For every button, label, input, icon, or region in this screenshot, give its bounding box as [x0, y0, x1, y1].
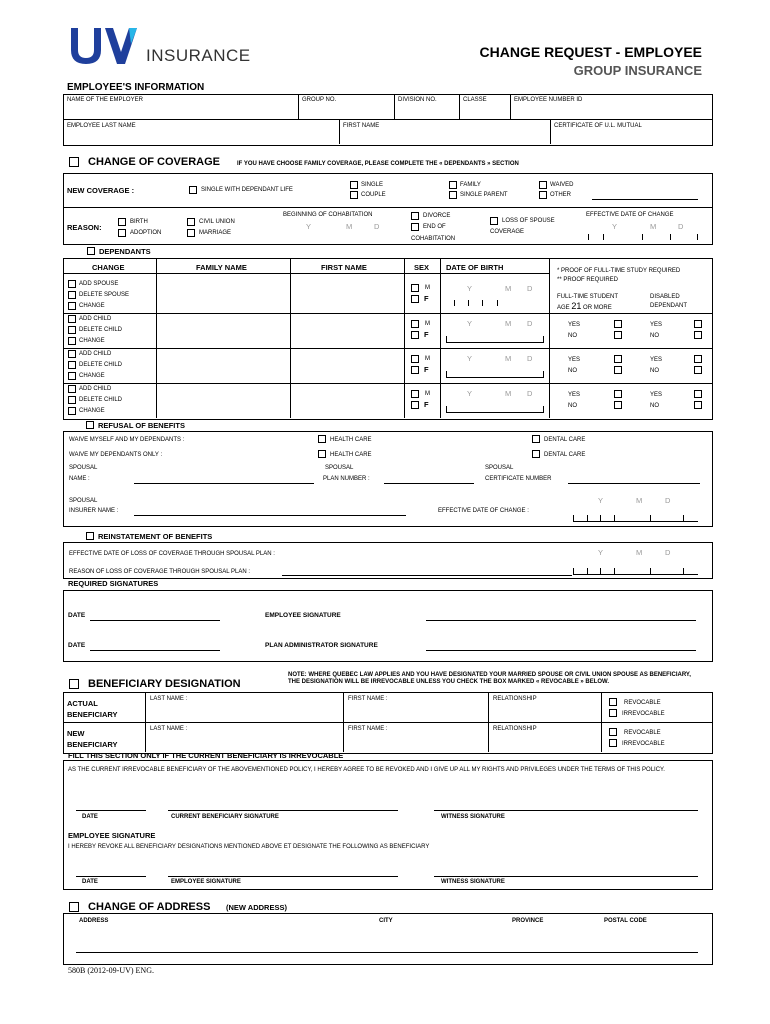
change-child-label-3: CHANGE [79, 373, 105, 379]
add-child-checkbox-3[interactable] [68, 350, 76, 358]
cohabitation-end-label: COHABITATION [411, 236, 456, 242]
dependants-heading: DEPENDANTS [99, 247, 151, 256]
fts-no-checkbox-4[interactable] [614, 401, 622, 409]
sex-m-label-2: M [425, 321, 430, 327]
spousal-name-field[interactable] [134, 483, 314, 484]
cohabitation-label: BEGINNING OF COHABITATION [283, 212, 373, 218]
add-spouse-label: ADD SPOUSE [79, 281, 119, 287]
current-beneficiary-signature-field[interactable] [168, 810, 398, 811]
fts-no-2: NO [568, 333, 577, 339]
waive-dental-label: DENTAL CARE [544, 437, 586, 443]
change-spouse-checkbox[interactable] [68, 302, 76, 310]
divorce-label: DIVORCE [423, 213, 451, 219]
add-child-checkbox-4[interactable] [68, 385, 76, 393]
emp-date-field[interactable] [76, 876, 146, 877]
emp-date-label: DATE [82, 879, 98, 885]
refusal-eff-month[interactable]: M [636, 496, 643, 505]
cohab-year[interactable]: Y [306, 222, 312, 231]
other-checkbox[interactable] [539, 191, 547, 199]
irrev-date-label: DATE [82, 814, 98, 820]
other-field[interactable] [592, 199, 698, 200]
employee-number-label[interactable]: EMPLOYEE NUMBER ID [514, 97, 583, 103]
civil-union-checkbox[interactable] [187, 218, 195, 226]
marriage-checkbox[interactable] [187, 229, 195, 237]
form-subtitle: GROUP INSURANCE [573, 63, 702, 78]
spousal-label-2: SPOUSAL [325, 465, 354, 471]
actual-relationship[interactable]: RELATIONSHIP [493, 696, 537, 702]
form-title: CHANGE REQUEST - EMPLOYEE [479, 44, 702, 60]
waived-checkbox[interactable] [539, 181, 547, 189]
sex-m-checkbox-2[interactable] [411, 320, 419, 328]
loss-reason-label: REASON OF LOSS OF COVERAGE THROUGH SPOUSAL PLAN : [69, 569, 251, 575]
other-label: OTHER [550, 192, 571, 198]
delete-spouse-checkbox[interactable] [68, 291, 76, 299]
postal-code-label[interactable]: POSTAL CODE [604, 918, 647, 924]
fts-no-4: NO [568, 403, 577, 409]
plan-number-label: PLAN NUMBER : [323, 476, 370, 482]
delete-child-label-2: DELETE CHILD [79, 327, 123, 333]
sex-f-label-4: F [424, 400, 429, 409]
fts-no-checkbox-2[interactable] [614, 331, 622, 339]
address-heading: CHANGE OF ADDRESS [88, 901, 211, 913]
refusal-effective-label: EFFECTIVE DATE OF CHANGE : [438, 508, 529, 514]
family-checkbox[interactable] [449, 181, 457, 189]
uv-logo-icon [68, 26, 148, 66]
single-dependant-label: SINGLE WITH DEPENDANT LIFE [201, 187, 293, 193]
actual-label: ACTUAL [67, 699, 98, 708]
dis-yes-3: YES [650, 357, 663, 363]
loss-coverage-label: COVERAGE [490, 229, 525, 235]
add-child-label-3: ADD CHILD [79, 351, 112, 357]
delete-spouse-label: DELETE SPOUSE [79, 292, 130, 298]
waive-only-health-label: HEALTH CARE [330, 452, 372, 458]
disabled-label: DISABLED [650, 294, 680, 300]
spousal-name-label: NAME : [69, 476, 90, 482]
civil-union-label: CIVIL UNION [199, 219, 235, 225]
reinstatement-checkbox[interactable] [86, 532, 94, 540]
irrevocable-section-heading: FILL THIS SECTION ONLY IF THE CURRENT BENEFICIARY IS IRREVOCABLE [68, 751, 344, 760]
logo [68, 26, 258, 68]
end-label: END OF [423, 224, 446, 230]
signatures-box [63, 590, 713, 662]
cohab-month[interactable]: M [346, 222, 353, 231]
emp-signature-label: EMPLOYEE SIGNATURE [171, 879, 241, 885]
spousal-label-4: SPOUSAL [69, 498, 98, 504]
actual-irrevocable-label: IRREVOCABLE [622, 711, 665, 717]
dis-yes-checkbox-3[interactable] [694, 355, 702, 363]
form-code: 580B (2012-09-UV) ENG. [68, 966, 154, 975]
couple-label: COUPLE [361, 192, 386, 198]
irrevocable-text: AS THE CURRENT IRREVOCABLE BENEFICIARY OF THE ABOVEMENTIONED POLICY, I HEREBY AGREE TO BE REVOKED AND I GIVE UP ALL MY RIGHTS AND PRIVILEGES UNDER THE TERMS OF THIS POLICY. [68, 767, 665, 773]
city-label[interactable]: CITY [379, 918, 393, 924]
employee-signature-field[interactable] [426, 620, 696, 621]
address-checkbox[interactable] [69, 902, 79, 912]
witness-signature-label-1: WITNESS SIGNATURE [441, 814, 505, 820]
or-more-text: OR MORE [583, 305, 612, 311]
age-text: AGE [557, 305, 570, 311]
irrev-date-field[interactable] [76, 810, 146, 811]
insurer-name-label: INSURER NAME : [69, 508, 119, 514]
new-revocable-label: REVOCABLE [624, 730, 661, 736]
first-name-label[interactable]: FIRST NAME [343, 123, 380, 129]
dis-yes-checkbox-2[interactable] [694, 320, 702, 328]
change-child-checkbox-4[interactable] [68, 407, 76, 415]
waive-only-label: WAIVE MY DEPENDANTS ONLY : [69, 452, 163, 458]
add-child-label-2: ADD CHILD [79, 316, 112, 322]
irrevocable-box [63, 760, 713, 890]
employee-signature-heading: EMPLOYEE SIGNATURE [68, 831, 156, 840]
employee-info-heading: EMPLOYEE'S INFORMATION [67, 82, 205, 93]
fts-yes-3: YES [568, 357, 581, 363]
effective-year[interactable]: Y [612, 222, 618, 231]
refusal-checkbox[interactable] [86, 421, 94, 429]
adoption-label: ADOPTION [130, 230, 162, 236]
emp-signature-field[interactable] [168, 876, 398, 877]
revoke-text: I HEREBY REVOKE ALL BENEFICIARY DESIGNATIONS MENTIONED ABOVE ET DESIGNATE THE FOLLOWING AS BENEFICIARY [68, 844, 430, 850]
sig-date-field-1[interactable] [90, 620, 220, 621]
admin-signature-label: PLAN ADMINISTRATOR SIGNATURE [265, 642, 378, 649]
fts-yes-checkbox-4[interactable] [614, 390, 622, 398]
reason-label: REASON: [67, 223, 102, 232]
coverage-note: IF YOU HAVE CHOOSE FAMILY COVERAGE, PLEASE COMPLETE THE « DEPENDANTS » SECTION [237, 161, 519, 167]
plan-number-field[interactable] [384, 483, 474, 484]
sex-f-label-1: F [424, 294, 429, 303]
proof-required: ** PROOF REQUIRED [557, 277, 619, 283]
change-spouse-label: CHANGE [79, 303, 105, 309]
employee-info-box [63, 94, 713, 146]
change-coverage-checkbox[interactable] [69, 157, 79, 167]
dis-yes-checkbox-4[interactable] [694, 390, 702, 398]
dob-month-2[interactable]: M [505, 319, 512, 328]
fts-no-3: NO [568, 368, 577, 374]
dob-month-4[interactable]: M [505, 389, 512, 398]
province-label[interactable]: PROVINCE [512, 918, 544, 924]
classe-label[interactable]: CLASSE [463, 97, 487, 103]
refusal-eff-year[interactable]: Y [598, 496, 604, 505]
change-coverage-heading: CHANGE OF COVERAGE [88, 156, 221, 168]
cohab-day[interactable]: D [374, 222, 380, 231]
loss-month[interactable]: M [636, 548, 643, 557]
sex-m-checkbox-1[interactable] [411, 284, 419, 292]
reinstatement-heading: REINSTATEMENT OF BENEFITS [98, 532, 213, 541]
fts-yes-4: YES [568, 392, 581, 398]
loss-spouse-label: LOSS OF SPOUSE [502, 218, 555, 224]
certificate-number-field[interactable] [568, 483, 700, 484]
witness-signature-field-1[interactable] [434, 810, 698, 811]
logo-word: INSURANCE [146, 46, 251, 65]
sex-f-checkbox-4[interactable] [411, 401, 419, 409]
new-beneficiary-label: BENEFICIARY [67, 740, 118, 749]
family-label: FAMILY [460, 182, 481, 188]
insurer-name-field[interactable] [134, 515, 406, 516]
new-relationship[interactable]: RELATIONSHIP [493, 726, 537, 732]
sex-f-checkbox-3[interactable] [411, 366, 419, 374]
address-label[interactable]: ADDRESS [79, 918, 109, 924]
end-cohab-checkbox[interactable] [411, 223, 419, 231]
dis-yes-4: YES [650, 392, 663, 398]
dis-no-checkbox-4[interactable] [694, 401, 702, 409]
dis-no-4: NO [650, 403, 659, 409]
dob-day-4[interactable]: D [527, 389, 533, 398]
proof-study: * PROOF OF FULL-TIME STUDY REQUIRED [557, 268, 681, 274]
division-label[interactable]: DIVISION NO. [398, 97, 437, 103]
dis-no-checkbox-3[interactable] [694, 366, 702, 374]
col-family-name: FAMILY NAME [196, 263, 247, 272]
refusal-eff-day[interactable]: D [665, 496, 671, 505]
col-dob: DATE OF BIRTH [446, 263, 504, 272]
fts-yes-checkbox-2[interactable] [614, 320, 622, 328]
fts-yes-checkbox-3[interactable] [614, 355, 622, 363]
waive-only-dental-checkbox[interactable] [532, 450, 540, 458]
actual-revocable-label: REVOCABLE [624, 700, 661, 706]
single-label: SINGLE [361, 182, 384, 188]
col-sex: SEX [414, 263, 430, 272]
sex-m-checkbox-4[interactable] [411, 390, 419, 398]
sex-f-label-3: F [424, 365, 429, 374]
fts-yes-2: YES [568, 322, 581, 328]
waive-dependants-label: WAIVE MYSELF AND MY DEPENDANTS : [69, 437, 185, 443]
add-child-label-4: ADD CHILD [79, 386, 112, 392]
certificate-number-label: CERTIFICATE NUMBER [485, 476, 552, 482]
dob-year-2[interactable]: Y [467, 319, 473, 328]
dob-year-4[interactable]: Y [467, 389, 473, 398]
new-first-name[interactable]: FIRST NAME : [348, 726, 388, 732]
single-parent-checkbox[interactable] [449, 191, 457, 199]
actual-last-name[interactable]: LAST NAME : [150, 696, 188, 702]
sex-m-label-4: M [425, 391, 430, 397]
refusal-box [63, 431, 713, 527]
new-address-label: (NEW ADDRESS) [226, 903, 287, 912]
delete-child-checkbox-4[interactable] [68, 396, 76, 404]
sex-f-label-2: F [424, 330, 429, 339]
age-label [557, 303, 612, 312]
dis-no-3: NO [650, 368, 659, 374]
birth-checkbox[interactable] [118, 218, 126, 226]
add-spouse-checkbox[interactable] [68, 280, 76, 288]
single-dependant-checkbox[interactable] [189, 186, 197, 194]
waive-health-label: HEALTH CARE [330, 437, 372, 443]
new-revocable-checkbox[interactable] [609, 728, 617, 736]
address-line[interactable] [76, 952, 698, 953]
actual-first-name[interactable]: FIRST NAME : [348, 696, 388, 702]
current-beneficiary-signature-label: CURRENT BENEFICIARY SIGNATURE [171, 814, 279, 820]
spousal-label-3: SPOUSAL [485, 465, 514, 471]
waive-health-checkbox[interactable] [318, 435, 326, 443]
refusal-heading: REFUSAL OF BENEFITS [98, 421, 185, 430]
birth-label: BIRTH [130, 219, 148, 225]
dob-year-3[interactable]: Y [467, 354, 473, 363]
sex-f-checkbox-2[interactable] [411, 331, 419, 339]
col-first-name: FIRST NAME [321, 263, 367, 272]
new-label: NEW [67, 729, 85, 738]
dob-year-1[interactable]: Y [467, 284, 473, 293]
spousal-label-1: SPOUSAL [69, 465, 98, 471]
col-change: CHANGE [92, 263, 125, 272]
dob-month-1[interactable]: M [505, 284, 512, 293]
new-last-name[interactable]: LAST NAME : [150, 726, 188, 732]
change-child-label-2: CHANGE [79, 338, 105, 344]
full-time-student: FULL-TIME STUDENT [557, 294, 619, 300]
witness-signature-label-2: WITNESS SIGNATURE [441, 879, 505, 885]
effective-month[interactable]: M [650, 222, 657, 231]
effective-day[interactable]: D [678, 222, 684, 231]
signatures-heading: REQUIRED SIGNATURES [68, 579, 159, 588]
employer-label[interactable]: NAME OF THE EMPLOYER [67, 97, 143, 103]
sig-date-label-2: DATE [68, 642, 86, 649]
sex-f-checkbox-1[interactable] [411, 295, 419, 303]
beneficiary-checkbox[interactable] [69, 679, 79, 689]
change-child-checkbox-3[interactable] [68, 372, 76, 380]
group-label[interactable]: GROUP NO. [302, 97, 337, 103]
sex-m-label-1: M [425, 285, 430, 291]
loss-effective-label: EFFECTIVE DATE OF LOSS OF COVERAGE THROUGH SPOUSAL PLAN : [69, 551, 275, 557]
loss-reason-field[interactable] [282, 575, 572, 576]
new-irrevocable-label: IRREVOCABLE [622, 741, 665, 747]
actual-beneficiary-label: BENEFICIARY [67, 710, 118, 719]
waive-only-health-checkbox[interactable] [318, 450, 326, 458]
loss-year[interactable]: Y [598, 548, 604, 557]
dob-day-3[interactable]: D [527, 354, 533, 363]
sex-m-label-3: M [425, 356, 430, 362]
single-checkbox[interactable] [350, 181, 358, 189]
delete-child-label-3: DELETE CHILD [79, 362, 123, 368]
delete-child-checkbox-2[interactable] [68, 326, 76, 334]
effective-date-label: EFFECTIVE DATE OF CHANGE [586, 212, 674, 218]
add-child-checkbox-2[interactable] [68, 315, 76, 323]
delete-child-label-4: DELETE CHILD [79, 397, 123, 403]
witness-signature-field-2[interactable] [434, 876, 698, 877]
dob-day-2[interactable]: D [527, 319, 533, 328]
delete-child-checkbox-3[interactable] [68, 361, 76, 369]
waive-only-dental-label: DENTAL CARE [544, 452, 586, 458]
last-name-label[interactable]: EMPLOYEE LAST NAME [67, 123, 136, 129]
dob-month-3[interactable]: M [505, 354, 512, 363]
marriage-label: MARRIAGE [199, 230, 232, 236]
waive-dental-checkbox[interactable] [532, 435, 540, 443]
change-child-label-4: CHANGE [79, 408, 105, 414]
age-number: 21 [571, 301, 582, 311]
dis-no-2: NO [650, 333, 659, 339]
dependant-label: DEPENDANT [650, 303, 688, 309]
actual-irrevocable-checkbox[interactable] [609, 709, 617, 717]
dis-no-checkbox-2[interactable] [694, 331, 702, 339]
new-coverage-label: NEW COVERAGE : [67, 186, 135, 195]
couple-checkbox[interactable] [350, 191, 358, 199]
certificate-label[interactable]: CERTIFICATE OF U.L. MUTUAL [554, 123, 642, 129]
beneficiary-note: NOTE: WHERE QUEBEC LAW APPLIES AND YOU HAVE DESIGNATED YOUR MARRIED SPOUSE OR CIVIL UNION SPOUSE AS BENEFICIARY, THE DESIGNATION WILL BE IRREVOCABLE UNLESS YOU CHECK THE BOX MARKED « REVOCABLE » BELOW. [288, 672, 691, 685]
change-child-checkbox-2[interactable] [68, 337, 76, 345]
actual-revocable-checkbox[interactable] [609, 698, 617, 706]
divorce-checkbox[interactable] [411, 212, 419, 220]
single-parent-label: SINGLE PARENT [460, 192, 508, 198]
waived-label: WAIVED [550, 182, 574, 188]
dob-day-1[interactable]: D [527, 284, 533, 293]
adoption-checkbox[interactable] [118, 229, 126, 237]
dependants-checkbox[interactable] [87, 247, 95, 255]
loss-day[interactable]: D [665, 548, 671, 557]
admin-signature-field[interactable] [426, 650, 696, 651]
loss-spouse-checkbox[interactable] [490, 217, 498, 225]
new-irrevocable-checkbox[interactable] [609, 739, 617, 747]
employee-signature-label: EMPLOYEE SIGNATURE [265, 612, 341, 619]
dis-yes-2: YES [650, 322, 663, 328]
fts-no-checkbox-3[interactable] [614, 366, 622, 374]
sex-m-checkbox-3[interactable] [411, 355, 419, 363]
sig-date-field-2[interactable] [90, 650, 220, 651]
sig-date-label-1: DATE [68, 612, 86, 619]
beneficiary-heading: BENEFICIARY DESIGNATION [88, 678, 241, 690]
